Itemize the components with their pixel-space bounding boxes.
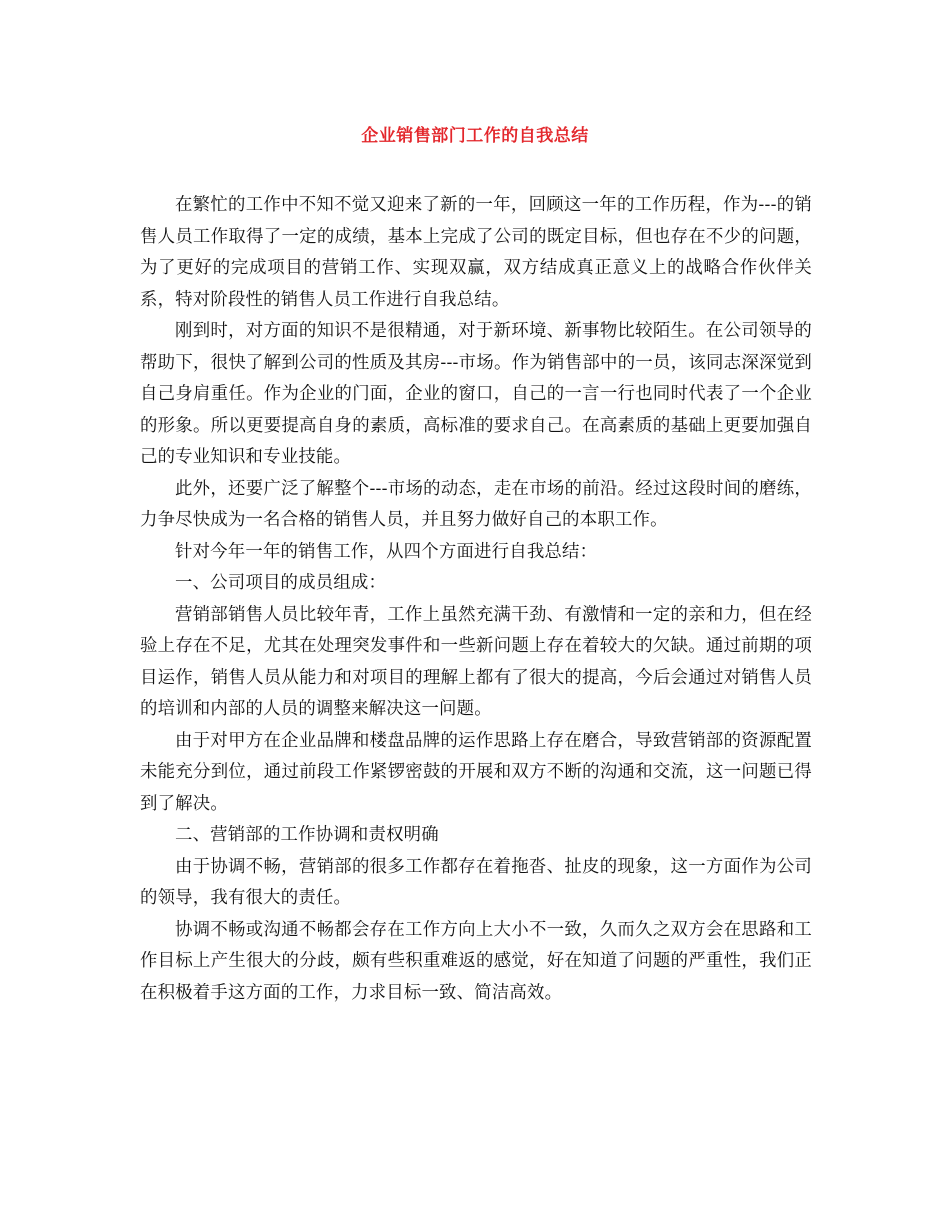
paragraph-summary-intro: 针对今年一年的销售工作，从四个方面进行自我总结： — [175, 541, 598, 562]
paragraph-coordination: 由于协调不畅，营销部的很多工作都存在着拖沓、扯皮的现象，这一方面作为公司的领导，我有很大的责任。 — [140, 856, 812, 908]
paragraph-market: 此外，还要广泛了解整个---市场的动态，走在市场的前沿。经过这段时间的磨练，力争尽快成为一名合格的销售人员，并且努力做好自己的本职工作。 — [140, 478, 812, 530]
section-heading-team: 一、公司项目的成员组成： — [175, 573, 387, 593]
paragraph-team: 营销部销售人员比较年青，工作上虽然充满干劲、有激情和一定的亲和力，但在经验上存在不足，尤其在处理突发事件和一些新问题上存在着较大的欠缺。通过前期的项目运作，销售人员从能力和对项目的理解上都有了很大的提高，今后会通过对销售人员的培训和内部的人员的调整来解决这一问题。 — [140, 604, 812, 719]
paragraph-intro: 在繁忙的工作中不知不觉又迎来了新的一年，回顾这一年的工作历程，作为---的销售人员工作取得了一定的成绩，基本上完成了公司的既定目标，但也存在不少的问题，为了更好的完成项目的营销工作、实现双赢，双方结成真正意义上的战略合作伙伴关系，特对阶段性的销售人员工作进行自我总结。 — [140, 195, 812, 310]
document-body — [140, 190, 812, 1009]
paragraph-arrival: 刚到时，对方面的知识不是很精通，对于新环境、新事物比较陌生。在公司领导的帮助下，很快了解到公司的性质及其房---市场。作为销售部中的一员，该同志深深觉到自己身肩重任。作为企业的门面，企业的窗口，自己的一言一行也同时代表了一个企业的形象。所以更要提高自身的素质，高标准的要求自己。在高素质的基础上更要加强自己的专业知识和专业技能。 — [140, 321, 812, 467]
paragraph-resources: 由于对甲方在企业品牌和楼盘品牌的运作思路上存在磨合，导致营销部的资源配置未能充分到位，通过前段工作紧锣密鼓的开展和双方不断的沟通和交流，这一问题已得到了解决。 — [140, 730, 812, 814]
section-heading-coordination: 二、营销部的工作协调和责权明确 — [175, 825, 439, 845]
paragraph-communication: 协调不畅或沟通不畅都会存在工作方向上大小不一致，久而久之双方会在思路和工作目标上产生很大的分歧，颇有些积重难返的感觉，好在知道了问题的严重性，我们正在积极着手这方面的工作，力求目标一致、简洁高效。 — [140, 919, 812, 1003]
document-title: 企业销售部门工作的自我总结 — [361, 126, 589, 146]
